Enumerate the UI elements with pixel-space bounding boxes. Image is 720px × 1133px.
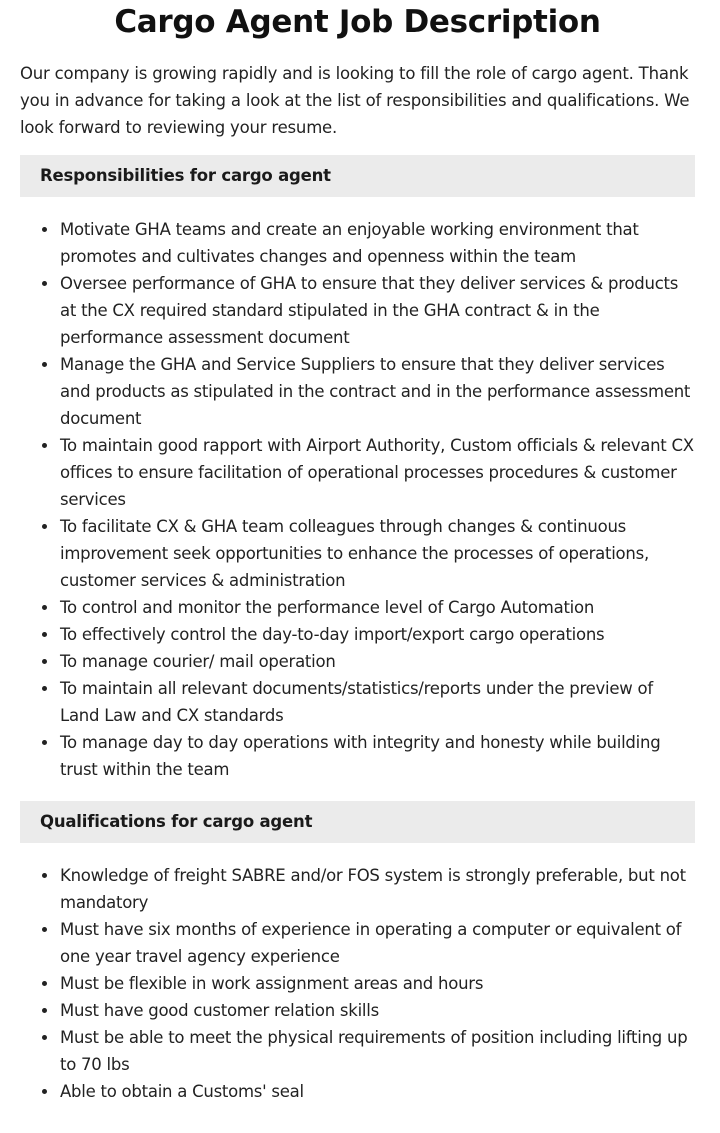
page-title: Cargo Agent Job Description xyxy=(114,4,601,40)
list-item: To effectively control the day-to-day import/export cargo operations xyxy=(60,621,695,648)
list-item: Must be able to meet the physical requirements of position including lifting up to 70 lbs xyxy=(60,1024,695,1078)
list-item: Oversee performance of GHA to ensure that they deliver services & products at the CX required standard stipulated in the GHA contract & in the performance assessment document xyxy=(60,270,695,351)
list-item: Manage the GHA and Service Suppliers to ensure that they deliver services and products as stipulated in the contract and in the performance assessment document xyxy=(60,351,695,432)
list-item: Knowledge of freight SABRE and/or FOS system is strongly preferable, but not mandatory xyxy=(60,862,695,916)
list-item: Motivate GHA teams and create an enjoyable working environment that promotes and cultivates changes and openness within the team xyxy=(60,216,695,270)
responsibilities-list xyxy=(20,216,695,783)
list-item: To maintain good rapport with Airport Authority, Custom officials & relevant CX offices to ensure facilitation of operational processes procedures & customer services xyxy=(60,432,695,513)
list-item: To manage courier/ mail operation xyxy=(60,648,695,675)
list-item: To facilitate CX & GHA team colleagues through changes & continuous improvement seek opportunities to enhance the processes of operations, customer services & administration xyxy=(60,513,695,594)
list-item: To control and monitor the performance level of Cargo Automation xyxy=(60,594,695,621)
list-item: Must be flexible in work assignment areas and hours xyxy=(60,970,695,997)
qualifications-list xyxy=(20,862,695,1105)
intro-paragraph: Our company is growing rapidly and is looking to fill the role of cargo agent. Thank you in advance for taking a look at the list of responsibilities and qualifications. We look forward to reviewing your resume. xyxy=(20,64,690,137)
qualifications-heading: Qualifications for cargo agent xyxy=(20,801,695,843)
responsibilities-heading: Responsibilities for cargo agent xyxy=(20,155,695,197)
list-item: Able to obtain a Customs' seal xyxy=(60,1078,695,1105)
list-item: To maintain all relevant documents/statistics/reports under the preview of Land Law and CX standards xyxy=(60,675,695,729)
list-item: Must have good customer relation skills xyxy=(60,997,695,1024)
list-item: To manage day to day operations with integrity and honesty while building trust within the team xyxy=(60,729,695,783)
list-item: Must have six months of experience in operating a computer or equivalent of one year travel agency experience xyxy=(60,916,695,970)
